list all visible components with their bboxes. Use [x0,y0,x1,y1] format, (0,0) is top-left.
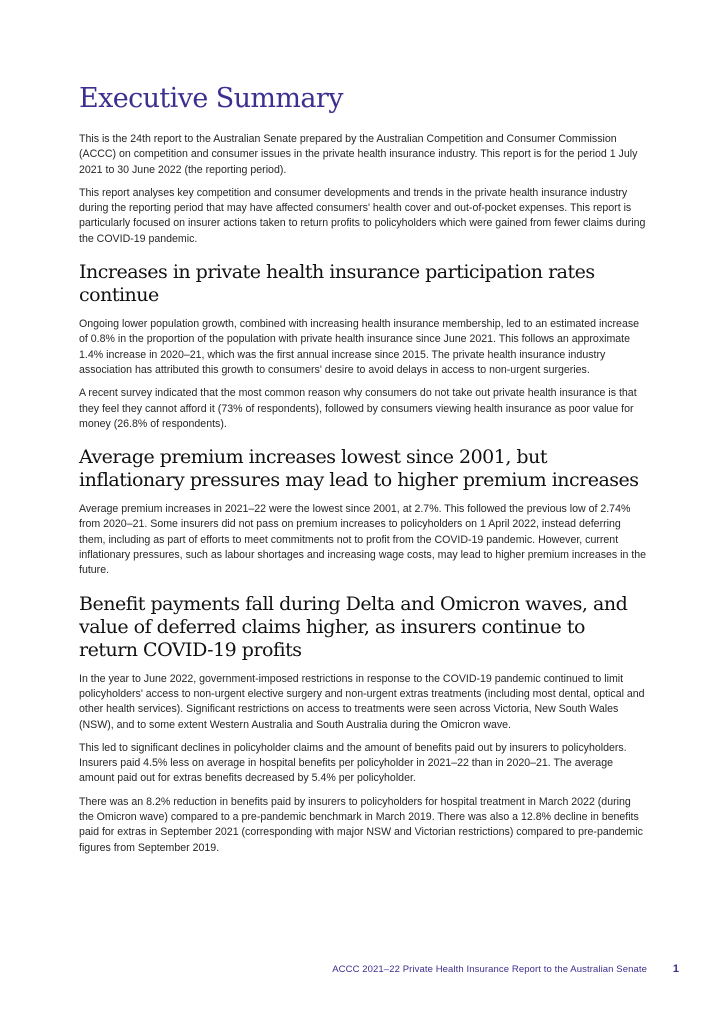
section-paragraph: A recent survey indicated that the most common reason why consumers do not take out private health insurance is that they feel they cannot afford it (73% of respondents), followed by consumers viewing health insurance as poor value for money (26.8% of respondents). [79,387,637,430]
section-heading: Benefit payments fall during Delta and Omicron waves, and value of deferred claims higher, as insurers continue to return COVID-19 profits [79,592,628,661]
intro-paragraph-1: This is the 24th report to the Australian Senate prepared by the Australian Competition and Consumer Commission (ACCC) on competition and consumer issues in the private health insurance industry. This report is for the period 1 July 2021 to 30 June 2022 (the reporting period). [79,133,638,176]
intro-paragraph-2: This report analyses key competition and consumer developments and trends in the private health insurance industry during the reporting period that may have affected consumers' health cover and out-of-pocket expenses. This report is particularly focused on insurer actions taken to return profits to policyholders which were gained from fewer claims during the COVID-19 pandemic. [79,186,646,245]
section-paragraph: Average premium increases in 2021–22 were the lowest since 2001, at 2.7%. This followed the previous low of 2.74% from 2020–21. Some insurers did not pass on premium increases to policyholders on 1 April 2022, instead deferring them, including as part of efforts to meet commitments not to profit from the COVID-19 pandemic. However, current inflationary pressures, such as labour shortages and increasing wage costs, may lead to higher premium increases in the future. [79,503,647,577]
section-paragraph: Ongoing lower population growth, combined with increasing health insurance membership, led to an estimated increase of 0.8% in the proportion of the population with private health insurance since June 2021. This follows an approximate 1.4% increase in 2020–21, which was the first annual increase since 2015. The private health insurance industry association has attributed this growth to consumers' desire to avoid delays in access to non-urgent surgeries. [79,318,640,376]
section-heading: Increases in private health insurance participation rates continue [79,261,595,307]
page-title: Executive Summary [79,83,343,114]
section-premium-increases [79,446,647,578]
section-heading: Average premium increases lowest since 2001, but inflationary pressures may lead to higher premium increases [79,446,639,492]
footer-report-title: ACCC 2021–22 Private Health Insurance Report to the Australian Senate [332,964,647,975]
section-paragraph: This led to significant declines in policyholder claims and the amount of benefits paid out by insurers to policyholders. Insurers paid 4.5% less on average in hospital benefits per policyholder in 2021–22 than in 2020–21. The average amount paid out for extras benefits decreased by 5.4% per policyholder. [79,741,627,785]
page-number: 1 [672,963,679,975]
page-content [79,82,647,864]
section-benefit-payments [79,593,647,856]
section-participation [79,261,647,432]
section-paragraph: There was an 8.2% reduction in benefits paid by insurers to policyholders for hospital treatment in March 2022 (during the Omicron wave) compared to a pre-pandemic benchmark in March 2019. There was also a 12.8% decline in benefits paid for extras in September 2021 (corresponding with major NSW and Victorian restrictions) compared to pre-pandemic figures from September 2019. [79,795,643,854]
section-paragraph: In the year to June 2022, government-imposed restrictions in response to the COVID-19 pandemic continued to limit policyholders' access to non-urgent elective surgery and non-urgent extras treatments (including most dental, optical and other health services). Significant restrictions on access to treatments were seen across Victoria, New South Wales (NSW), and to some extent Western Australia and South Australia during the Omicron wave. [79,672,645,731]
